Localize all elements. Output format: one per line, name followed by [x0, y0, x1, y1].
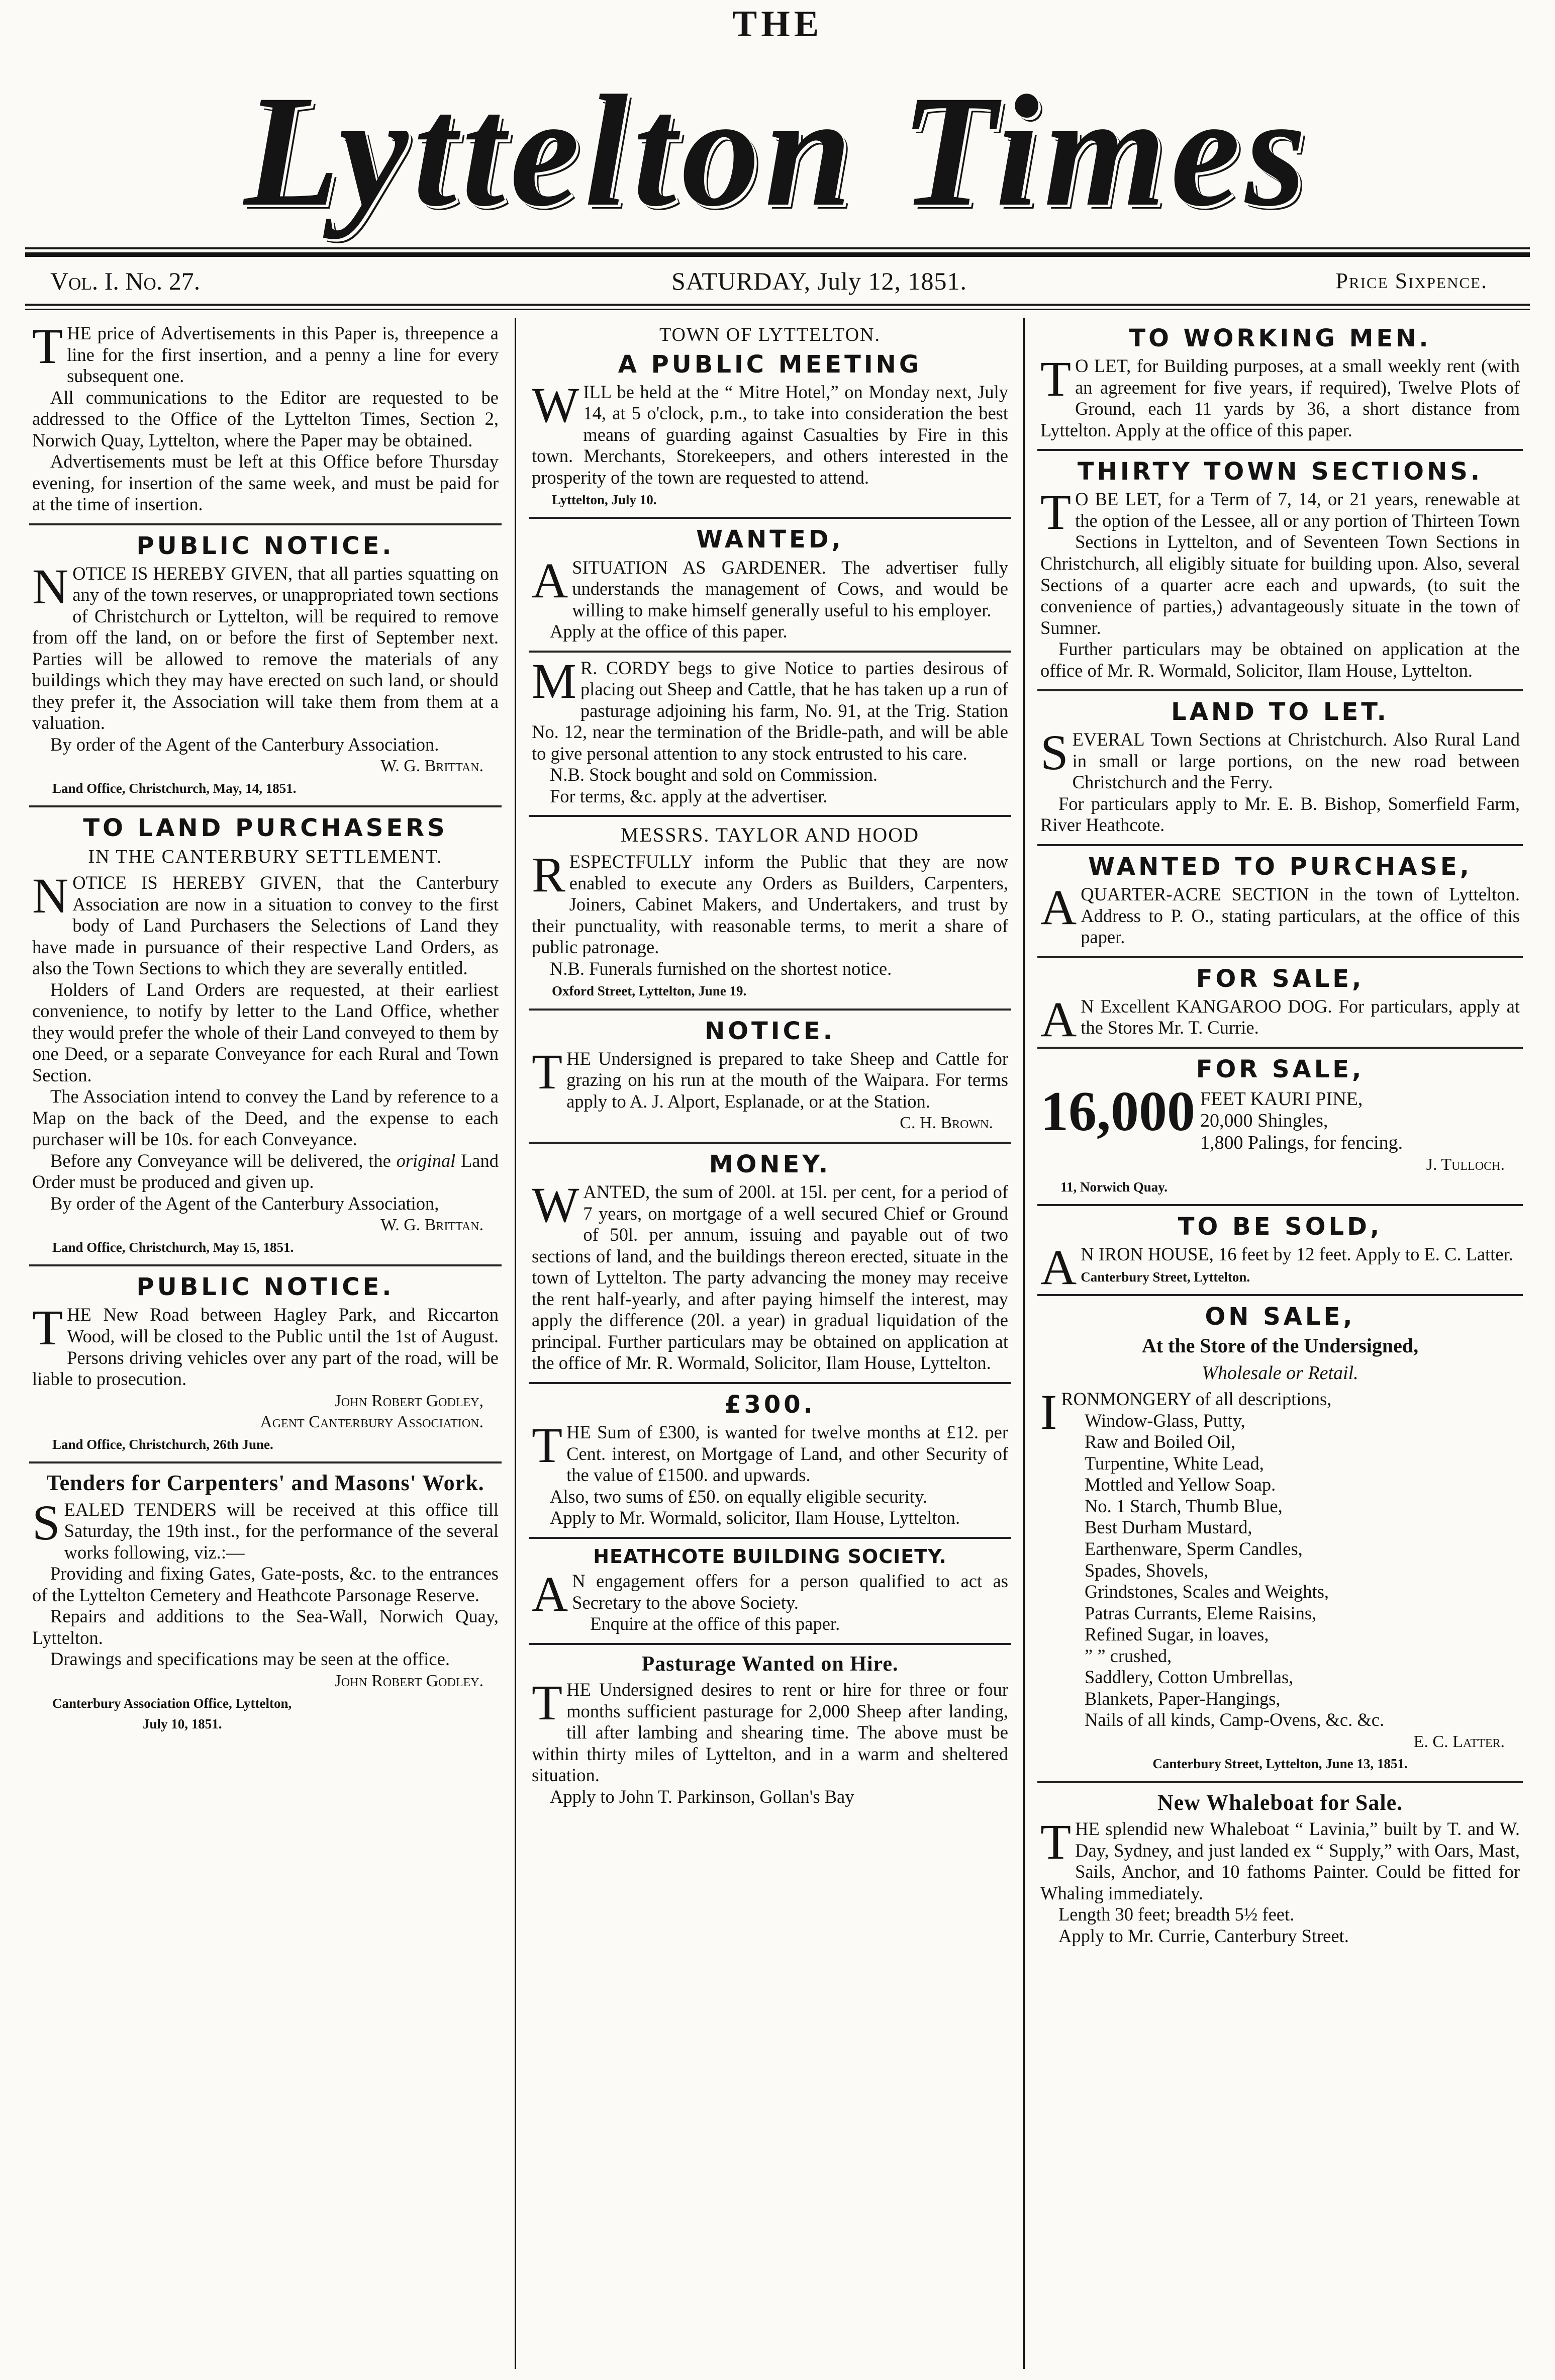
column-rule-1 [515, 318, 516, 2369]
drop-cap: N [32, 558, 69, 614]
ad-body: By order of the Agent of the Canterbury Association. [50, 734, 439, 755]
ad-heading: PUBLIC NOTICE. [136, 531, 395, 560]
ad-body: ILL be held at the “ Mitre Hotel,” on Monday next, July 14, at 5 o'clock, p.m., to take into consideration the best means of guarding against Casualties by Fire in this town. Merchants, Storekeepers, and others interested in the prosperity of the town are requested to attend. [532, 381, 1008, 488]
taylor-and-hood [529, 817, 1011, 1010]
ad-heading: FOR SALE, [1196, 964, 1365, 993]
terms-paragraph: HE price of Advertisements in this Paper is, threepence a line for the first insertion, and a penny a line for every subsequent one. [67, 323, 499, 387]
ad-body: EVERAL Town Sections at Christchurch. Also Rural Land in small or large portions, on the new road between Christchurch and the Ferry. [1072, 729, 1520, 793]
drop-cap: A [532, 552, 568, 608]
ad-body: Enquire at the office of this paper. [590, 1613, 840, 1634]
ad-body: Providing and fixing Gates, Gate-posts, &c. to the entrances of the Lyttelton Cemetery and Heathcote Parsonage Reserve. [32, 1563, 499, 1605]
goods-list-item: Earthenware, Sperm Candles, [1085, 1538, 1303, 1559]
wanted-gardener [529, 519, 1011, 652]
ad-heading: MESSRS. TAYLOR AND HOOD [620, 823, 920, 847]
drop-cap: I [1040, 1384, 1057, 1440]
volume-rule [25, 304, 1530, 306]
ad-body: Further particulars may be obtained on application at the office of Mr. R. Wormald, Solicitor, Ilam House, Lyttelton. [1040, 638, 1520, 681]
goods-list-item: Spades, Shovels, [1085, 1560, 1209, 1581]
ad-body: Apply to John T. Parkinson, Gollan's Bay [550, 1786, 854, 1807]
ad-body: OTICE IS HEREBY GIVEN, that all parties squatting on any of the town reserves, or unappropriated town sections of Christchurch or Lyttelton, will be required to remove from off the land, on or before the first of September next. Parties will be allowed to remove the materials of any buildings which they may have erected on such land, or should they prefer it, the Association will take them from them at a valuation. [32, 563, 499, 734]
drop-cap: T [532, 1043, 563, 1100]
masthead-the: THE [732, 4, 823, 45]
heathcote-building-society [529, 1539, 1011, 1645]
ad-heading: Tenders for Carpenters' and Masons' Work. [46, 1471, 484, 1496]
money-wanted [529, 1144, 1011, 1384]
large-figure: 16,000 [1040, 1080, 1195, 1143]
drop-cap: N [32, 868, 69, 924]
ad-body: Repairs and additions to the Sea-Wall, Norwich Quay, Lyttelton. [32, 1606, 499, 1648]
drop-cap: S [32, 1494, 60, 1550]
ad-heading: MONEY. [709, 1150, 831, 1179]
public-notice-squatting [29, 525, 502, 808]
ad-body: N.B. Stock bought and sold on Commission. [550, 764, 878, 785]
land-to-let [1037, 691, 1523, 846]
ad-body: Drawings and specifications may be seen at the office. [50, 1649, 450, 1670]
signature: John Robert Godley, [334, 1391, 483, 1410]
drop-cap: T [1040, 484, 1072, 540]
ad-body: HE Sum of £300, is wanted for twelve months at £12. per Cent. interest, on Mortgage of Land, and other Security of the value of £1500. and upwards. [566, 1422, 1008, 1486]
ad-heading: A PUBLIC MEETING [618, 350, 922, 379]
issue-date: SATURDAY, July 12, 1851. [671, 267, 967, 295]
dateline: Land Office, Christchurch, May 15, 1851. [52, 1240, 294, 1255]
ad-body: The Association intend to convey the Land by reference to a Map on the back of the Deed, and the expense to each purchaser will be 10s. for each Conveyance. [32, 1086, 499, 1150]
column-1 [29, 318, 502, 2369]
ad-body: Apply at the office of this paper. [550, 621, 788, 642]
ad-heading: WANTED, [696, 525, 844, 554]
ad-body: Apply to Mr. Currie, Canterbury Street. [1058, 1925, 1349, 1946]
drop-cap: T [32, 318, 63, 374]
ad-body: N Excellent KANGAROO DOG. For particulars, apply at the Stores Mr. T. Currie. [1081, 995, 1520, 1038]
drop-cap: A [1040, 991, 1077, 1047]
drop-cap: S [1040, 724, 1068, 781]
ad-body: ANTED, the sum of 200l. at 15l. per cent, for a period of 7 years, on mortgage of a well secured Chief or Ground of 50l. per annum, issuing and payable out of two sections of land, and the buildings thereon erected, situate in the town of Lyttelton. The party advancing the money may receive the rent half-yearly, and after paying himself the interest, may apply the difference (20l. a year) in gradual liquidation of the principal. Further particulars may be obtained on application at the office of Mr. R. Wormald, Solicitor, Ilam House, Lyttelton. [532, 1181, 1008, 1374]
dateline: Lyttelton, July 10. [552, 492, 657, 508]
notice-land-purchasers [29, 807, 502, 1266]
signature-title: Agent Canterbury Association. [260, 1413, 483, 1432]
ad-subheading-italic: Wholesale or Retail. [1202, 1362, 1358, 1384]
drop-cap: W [532, 377, 579, 433]
signature: W. G. Brittan. [380, 757, 483, 776]
goods-list-item: No. 1 Starch, Thumb Blue, [1085, 1495, 1283, 1516]
drop-cap: W [532, 1177, 579, 1233]
dateline: Canterbury Street, Lyttelton, June 13, 1851. [1152, 1756, 1408, 1772]
ad-heading: TO WORKING MEN. [1129, 324, 1431, 352]
listing-lines [1200, 1086, 1403, 1154]
goods-list-item: Patras Currants, Eleme Raisins, [1085, 1602, 1317, 1623]
goods-list [1040, 1410, 1520, 1731]
ad-heading: Pasturage Wanted on Hire. [641, 1652, 899, 1676]
ad-heading: FOR SALE, [1196, 1055, 1365, 1083]
ad-body: Also, two sums of £50. on equally eligible security. [550, 1486, 927, 1507]
drop-cap: R [532, 847, 565, 903]
goods-list-item: ” ” crushed, [1085, 1645, 1172, 1666]
ad-body: HE New Road between Hagley Park, and Riccarton Wood, will be closed to the Public until the 1st of August. Persons driving vehicles over any part of the road, will be liable to prosecution. [32, 1304, 499, 1390]
to-working-men [1037, 318, 1523, 451]
ad-heading: THIRTY TOWN SECTIONS. [1077, 457, 1483, 486]
signature: John Robert Godley. [334, 1671, 483, 1690]
ad-heading: NOTICE. [705, 1017, 835, 1045]
masthead-rule-top [25, 247, 1530, 249]
ad-heading: New Whaleboat for Sale. [1157, 1790, 1403, 1815]
ad-heading: HEATHCOTE BUILDING SOCIETY. [593, 1545, 947, 1568]
ad-subheading: At the Store of the Undersigned, [1141, 1334, 1419, 1357]
goods-list-item: Turpentine, White Lead, [1085, 1452, 1264, 1474]
drop-cap: T [532, 1417, 563, 1474]
dateline: Land Office, Christchurch, May, 14, 1851. [52, 781, 297, 796]
drop-cap: T [32, 1300, 63, 1356]
goods-list-item: Saddlery, Cotton Umbrellas, [1085, 1667, 1294, 1688]
ad-heading: WANTED TO PURCHASE, [1088, 852, 1472, 881]
signature: J. Tulloch. [1426, 1155, 1505, 1174]
listing-line: FEET KAURI PINE, [1200, 1088, 1363, 1110]
ad-body: HE Undersigned desires to rent or hire for three or four months sufficient pasturage for 2,000 Sheep after landing, till after lambing and shearing time. The above must be within thirty miles of Lyttelton, and in a warm and sheltered situation. [532, 1679, 1008, 1786]
for-sale-kangaroo-dog [1037, 958, 1523, 1049]
dateline: Land Office, Christchurch, 26th June. [52, 1437, 273, 1452]
ad-body: ESPECTFULLY inform the Public that they are now enabled to execute any Orders as Builders, Carpenters, Joiners, Cabinet Makers, and Undertakers, and trust by their punctuality, with reasonable terms, to merit a share of public patronage. [532, 851, 1008, 958]
dateline: Canterbury Association Office, Lyttelton, [52, 1695, 292, 1711]
drop-cap: M [532, 653, 576, 709]
dateline: Oxford Street, Lyttelton, June 19. [552, 983, 747, 999]
drop-cap: A [1040, 879, 1077, 936]
thirty-town-sections [1037, 451, 1523, 691]
ad-heading: ON SALE, [1205, 1302, 1355, 1331]
volume-number: Vol. I. No. 27. [50, 267, 201, 295]
goods-list-item: Window-Glass, Putty, [1085, 1410, 1245, 1431]
ad-body: For terms, &c. apply at the advertiser. [550, 785, 828, 806]
goods-list-item: Blankets, Paper-Hangings, [1085, 1688, 1281, 1709]
ad-body: N IRON HOUSE, 16 feet by 12 feet. Apply to E. C. Latter. [1081, 1244, 1513, 1264]
goods-list-item: Best Durham Mustard, [1085, 1517, 1252, 1538]
ad-body: N engagement offers for a person qualified to act as Secretary to the above Society. [572, 1571, 1008, 1613]
ad-body: N.B. Funerals furnished on the shortest notice. [550, 958, 892, 979]
column-3 [1037, 318, 1523, 2369]
column-2 [529, 318, 1011, 2369]
wanted-to-purchase [1037, 846, 1523, 958]
ad-body: SITUATION AS GARDENER. The advertiser fully understands the management of Cows, and would be willing to make himself generally useful to his employer. [572, 557, 1008, 620]
volume-rule-2 [25, 309, 1530, 310]
ad-body: R. CORDY begs to give Notice to parties desirous of placing out Sheep and Cattle, that he has taken up a run of pasturage adjoining his farm, No. 91, at the Trig. Station No. 12, near the termination of the Bridle-path, and will be able to give personal attention to any stock entrusted to his care. [532, 657, 1008, 764]
goods-list-item: Grindstones, Scales and Weights, [1085, 1581, 1329, 1602]
ad-heading: £300. [724, 1390, 816, 1419]
italic-text: original [396, 1150, 456, 1171]
price: Price Sixpence. [1335, 268, 1488, 293]
signature: W. G. Brittan. [380, 1216, 483, 1235]
pasturage-wanted [529, 1645, 1011, 1815]
ad-body: QUARTER-ACRE SECTION in the town of Lyttelton. Address to P. O., stating particulars, at the office of this paper. [1081, 884, 1520, 948]
on-sale-ironmongery [1037, 1296, 1523, 1783]
ad-body: Length 30 feet; breadth 5½ feet. [1058, 1904, 1295, 1925]
terms-paragraph: Advertisements must be left at this Office before Thursday evening, for insertion of the same week, and must be paid for at the time of insertion. [32, 451, 499, 515]
drop-cap: A [1040, 1239, 1077, 1295]
three-hundred-pounds [529, 1384, 1011, 1539]
public-meeting [529, 318, 1011, 519]
ad-heading: TO BE SOLD, [1178, 1212, 1383, 1241]
ad-body: Holders of Land Orders are requested, at their earliest convenience, to notify by letter to the Land Office, whether they would prefer the whole of their Land conveyed to them by one Deed, or a separate Conveyance for each Rural and Town Section. [32, 979, 499, 1085]
to-be-sold-iron-house [1037, 1206, 1523, 1296]
signature: E. C. Latter. [1413, 1732, 1505, 1751]
tenders-carpenters [29, 1463, 502, 1741]
goods-list-item: Nails of all kinds, Camp-Ovens, &c. &c. [1085, 1709, 1385, 1730]
goods-list-item: Raw and Boiled Oil, [1085, 1431, 1236, 1452]
ad-subheading: IN THE CANTERBURY SETTLEMENT. [88, 846, 443, 867]
ad-body: RONMONGERY of all descriptions, [1061, 1389, 1332, 1410]
ad-heading: LAND TO LET. [1171, 698, 1389, 726]
ad-body: O BE LET, for a Term of 7, 14, or 21 years, renewable at the option of the Lessee, all or any portion of Thirteen Town Sections in Lyttelton, and of Seventeen Town Sections in Christchurch, all eligibly situate for building upon. Also, several Sections of a quarter acre each and upwards, (to suit the convenience of parties,) advantageously situate in the town of Sumner. [1040, 489, 1520, 638]
dateline: July 10, 1851. [143, 1716, 222, 1731]
ad-body: For particulars apply to Mr. E. B. Bishop, Somerfield Farm, River Heathcote. [1040, 793, 1520, 836]
goods-list-item: Mottled and Yellow Soap. [1085, 1474, 1276, 1495]
ad-heading: PUBLIC NOTICE. [136, 1273, 395, 1302]
ad-body: EALED TENDERS will be received at this office till Saturday, the 19th inst., for the performance of the several works following, viz.:— [64, 1499, 499, 1563]
public-notice-road [29, 1266, 502, 1463]
drop-cap: T [1040, 351, 1072, 407]
advertising-terms [29, 318, 502, 525]
listing-line: 20,000 Shingles, [1200, 1110, 1328, 1132]
ad-body: O LET, for Building purposes, at a small weekly rent (with an agreement for five years, if required), Twelve Plots of Ground, each 11 yards by 36, a short distance from Lyttelton. Apply at the office of this paper. [1040, 355, 1520, 440]
drop-cap: T [1040, 1814, 1072, 1870]
notice-grazing [529, 1011, 1011, 1144]
ad-body: Apply to Mr. Wormald, solicitor, Ilam House, Lyttelton. [550, 1507, 960, 1528]
dateline: 11, Norwich Quay. [1060, 1179, 1168, 1195]
ad-heading: TO LAND PURCHASERS [83, 814, 448, 843]
kauri-pine-listing [1040, 1080, 1520, 1154]
drop-cap: T [532, 1675, 563, 1731]
drop-cap: A [532, 1566, 568, 1622]
for-sale-kauri-pine [1037, 1049, 1523, 1206]
masthead-title: Lyttelton Times [244, 62, 1311, 239]
volume-line [40, 263, 1518, 299]
ad-body: OTICE IS HEREBY GIVEN, that the Canterbury Association are now in a situation to convey to the first body of Land Purchasers the Selections of Land they have made in pursuance of their respective Land Orders, as also the Town Sections to which they are severally entitled. [32, 872, 499, 979]
ad-body: HE splendid new Whaleboat “ Lavinia,” built by T. and W. Day, Sydney, and just landed ex “ Supply,” with Oars, Mast, Sails, Anchor, and 10 fathoms Painter. Could be fitted for Whaling immediately. [1040, 1818, 1520, 1903]
mr-cordy-notice [529, 653, 1011, 817]
ad-body [32, 1150, 499, 1193]
terms-paragraph: All communications to the Editor are requested to be addressed to the Office of the Lyttelton Times, Section 2, Norwich Quay, Lyttelton, where the Paper may be obtained. [32, 387, 499, 450]
ad-body: HE Undersigned is prepared to take Sheep and Cattle for grazing on his run at the mouth of the Waipara. For terms apply to A. J. Alport, Esplanade, or at the Station. [566, 1048, 1008, 1112]
dateline: Canterbury Street, Lyttelton. [1081, 1269, 1250, 1285]
ad-subheading: TOWN OF LYTTELTON. [659, 324, 881, 345]
text-run: Land Order must be produced and given up. [32, 1150, 499, 1193]
signature: C. H. Brown. [900, 1114, 993, 1133]
new-whaleboat-for-sale [1037, 1783, 1523, 1955]
goods-list-item: Refined Sugar, in loaves, [1085, 1624, 1269, 1645]
text-run: Before any Conveyance will be delivered, the [50, 1150, 397, 1171]
masthead-rule-thick [25, 252, 1530, 257]
listing-line: 1,800 Palings, for fencing. [1200, 1132, 1403, 1153]
ad-body: By order of the Agent of the Canterbury Association, [50, 1193, 439, 1214]
column-rule-2 [1023, 318, 1025, 2369]
